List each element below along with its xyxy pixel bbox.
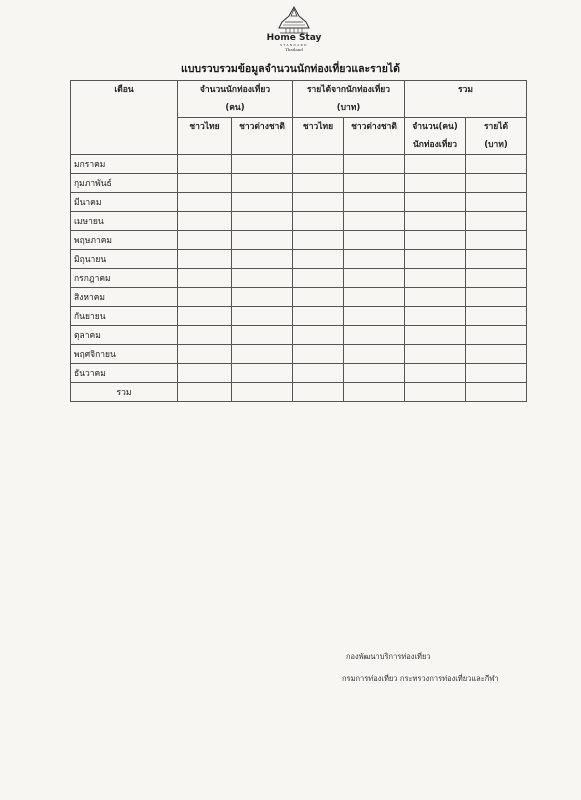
data-cell[interactable] xyxy=(466,288,527,307)
month-header: เดือน xyxy=(71,81,178,155)
tourists-header-line2: (คน) xyxy=(225,103,245,113)
table-row xyxy=(71,174,527,193)
data-cell[interactable] xyxy=(344,174,405,193)
data-cell[interactable] xyxy=(344,364,405,383)
total-count-header xyxy=(405,118,466,155)
month-rows xyxy=(71,155,527,383)
data-cell[interactable] xyxy=(466,364,527,383)
data-cell[interactable] xyxy=(344,193,405,212)
data-cell[interactable] xyxy=(344,231,405,250)
data-cell[interactable] xyxy=(344,212,405,231)
month-label: พฤษภาคม xyxy=(71,231,178,250)
month-label: กันยายน xyxy=(71,307,178,326)
tourists-foreign-header: ชาวต่างชาติ xyxy=(232,118,293,155)
data-cell[interactable] xyxy=(293,155,344,174)
table-row xyxy=(71,250,527,269)
data-cell[interactable] xyxy=(232,174,293,193)
data-cell[interactable] xyxy=(293,364,344,383)
income-thai-header: ชาวไทย xyxy=(293,118,344,155)
data-cell[interactable] xyxy=(344,345,405,364)
data-cell[interactable] xyxy=(232,345,293,364)
table-row xyxy=(71,345,527,364)
data-cell[interactable] xyxy=(178,326,232,345)
data-cell[interactable] xyxy=(232,212,293,231)
total-cell[interactable] xyxy=(178,383,232,402)
month-label: ตุลาคม xyxy=(71,326,178,345)
total-cell[interactable] xyxy=(232,383,293,402)
logo-name: Home Stay xyxy=(266,33,322,43)
total-cell[interactable] xyxy=(405,383,466,402)
data-cell[interactable] xyxy=(344,288,405,307)
data-cell[interactable] xyxy=(232,288,293,307)
thai-pavilion-icon xyxy=(277,6,311,34)
tourists-thai-header: ชาวไทย xyxy=(178,118,232,155)
data-cell[interactable] xyxy=(293,345,344,364)
total-income-header xyxy=(466,118,527,155)
data-cell[interactable] xyxy=(293,250,344,269)
tourists-header-line1: จำนวนนักท่องเที่ยว xyxy=(199,85,271,95)
income-group-header xyxy=(293,81,405,118)
homestay-logo xyxy=(264,6,324,58)
data-cell[interactable] xyxy=(405,174,466,193)
data-cell[interactable] xyxy=(405,345,466,364)
data-cell[interactable] xyxy=(293,193,344,212)
data-cell[interactable] xyxy=(178,364,232,383)
data-cell[interactable] xyxy=(466,231,527,250)
data-cell[interactable] xyxy=(405,269,466,288)
data-cell[interactable] xyxy=(466,193,527,212)
data-cell[interactable] xyxy=(232,231,293,250)
data-cell[interactable] xyxy=(466,250,527,269)
data-cell[interactable] xyxy=(405,212,466,231)
data-cell[interactable] xyxy=(178,307,232,326)
data-cell[interactable] xyxy=(405,288,466,307)
data-cell[interactable] xyxy=(293,326,344,345)
month-label: พฤศจิกายน xyxy=(71,345,178,364)
total-count-line2: นักท่องเที่ยว xyxy=(412,140,458,150)
tourists-group-header xyxy=(178,81,293,118)
income-foreign-header: ชาวต่างชาติ xyxy=(344,118,405,155)
data-cell[interactable] xyxy=(232,326,293,345)
table-row xyxy=(71,231,527,250)
data-cell[interactable] xyxy=(344,326,405,345)
month-label: กรกฎาคม xyxy=(71,269,178,288)
month-label: มกราคม xyxy=(71,155,178,174)
data-cell[interactable] xyxy=(466,326,527,345)
data-cell[interactable] xyxy=(293,288,344,307)
month-label: ธันวาคม xyxy=(71,364,178,383)
month-label: มิถุนายน xyxy=(71,250,178,269)
data-cell[interactable] xyxy=(466,269,527,288)
data-cell[interactable] xyxy=(344,307,405,326)
table-row xyxy=(71,288,527,307)
data-cell[interactable] xyxy=(178,345,232,364)
table-row xyxy=(71,364,527,383)
data-cell[interactable] xyxy=(405,231,466,250)
data-cell[interactable] xyxy=(178,212,232,231)
data-cell[interactable] xyxy=(232,250,293,269)
data-cell[interactable] xyxy=(178,193,232,212)
data-cell[interactable] xyxy=(178,174,232,193)
total-row-label: รวม xyxy=(71,383,178,402)
total-row xyxy=(71,383,527,402)
total-income-line1: รายได้ xyxy=(483,122,509,132)
data-cell[interactable] xyxy=(405,155,466,174)
table-row xyxy=(71,307,527,326)
data-cell[interactable] xyxy=(293,269,344,288)
header-row-1 xyxy=(71,81,527,118)
month-label: สิงหาคม xyxy=(71,288,178,307)
footer-department: กองพัฒนาบริการท่องเที่ยว xyxy=(346,652,431,661)
data-cell[interactable] xyxy=(405,193,466,212)
income-header-line2: (บาท) xyxy=(336,103,361,113)
logo-tagline: STANDARD xyxy=(280,43,308,47)
data-cell[interactable] xyxy=(293,231,344,250)
total-income-line2: (บาท) xyxy=(484,140,508,150)
income-header-line1: รายได้จากนักท่องเที่ยว xyxy=(306,85,391,95)
table-row xyxy=(71,212,527,231)
data-cell[interactable] xyxy=(178,288,232,307)
table-row xyxy=(71,193,527,212)
total-count-line1: จำนวน(คน) xyxy=(412,122,458,132)
month-label: เมษายน xyxy=(71,212,178,231)
data-cell[interactable] xyxy=(405,364,466,383)
data-cell[interactable] xyxy=(293,212,344,231)
data-cell[interactable] xyxy=(232,364,293,383)
data-cell[interactable] xyxy=(405,307,466,326)
data-cell[interactable] xyxy=(344,269,405,288)
data-cell[interactable] xyxy=(232,193,293,212)
data-cell[interactable] xyxy=(293,307,344,326)
data-cell[interactable] xyxy=(466,307,527,326)
document-title: แบบรวบรวมข้อมูลจำนวนนักท่องเที่ยวและรายได้ xyxy=(181,63,400,75)
table-row xyxy=(71,326,527,345)
data-cell[interactable] xyxy=(232,269,293,288)
total-group-header: รวม xyxy=(405,81,527,118)
month-label: มีนาคม xyxy=(71,193,178,212)
data-cell[interactable] xyxy=(344,250,405,269)
logo-country: Thailand xyxy=(285,47,303,52)
total-cell[interactable] xyxy=(466,383,527,402)
data-cell[interactable] xyxy=(293,174,344,193)
data-cell[interactable] xyxy=(466,155,527,174)
month-label: กุมภาพันธ์ xyxy=(71,174,178,193)
data-cell[interactable] xyxy=(232,307,293,326)
total-cell[interactable] xyxy=(293,383,344,402)
data-cell[interactable] xyxy=(178,155,232,174)
tourist-income-table xyxy=(70,80,527,402)
total-cell[interactable] xyxy=(344,383,405,402)
data-cell[interactable] xyxy=(178,269,232,288)
data-cell[interactable] xyxy=(466,212,527,231)
data-cell[interactable] xyxy=(405,326,466,345)
data-cell[interactable] xyxy=(178,231,232,250)
data-cell[interactable] xyxy=(178,250,232,269)
data-cell[interactable] xyxy=(466,345,527,364)
table-row xyxy=(71,155,527,174)
table-row xyxy=(71,269,527,288)
footer xyxy=(342,646,503,690)
data-cell[interactable] xyxy=(466,174,527,193)
data-cell[interactable] xyxy=(405,250,466,269)
footer-ministry: กรมการท่องเที่ยว กระทรวงการท่องเที่ยวและกีฬา xyxy=(342,674,499,683)
data-cell[interactable] xyxy=(232,155,293,174)
data-cell[interactable] xyxy=(344,155,405,174)
